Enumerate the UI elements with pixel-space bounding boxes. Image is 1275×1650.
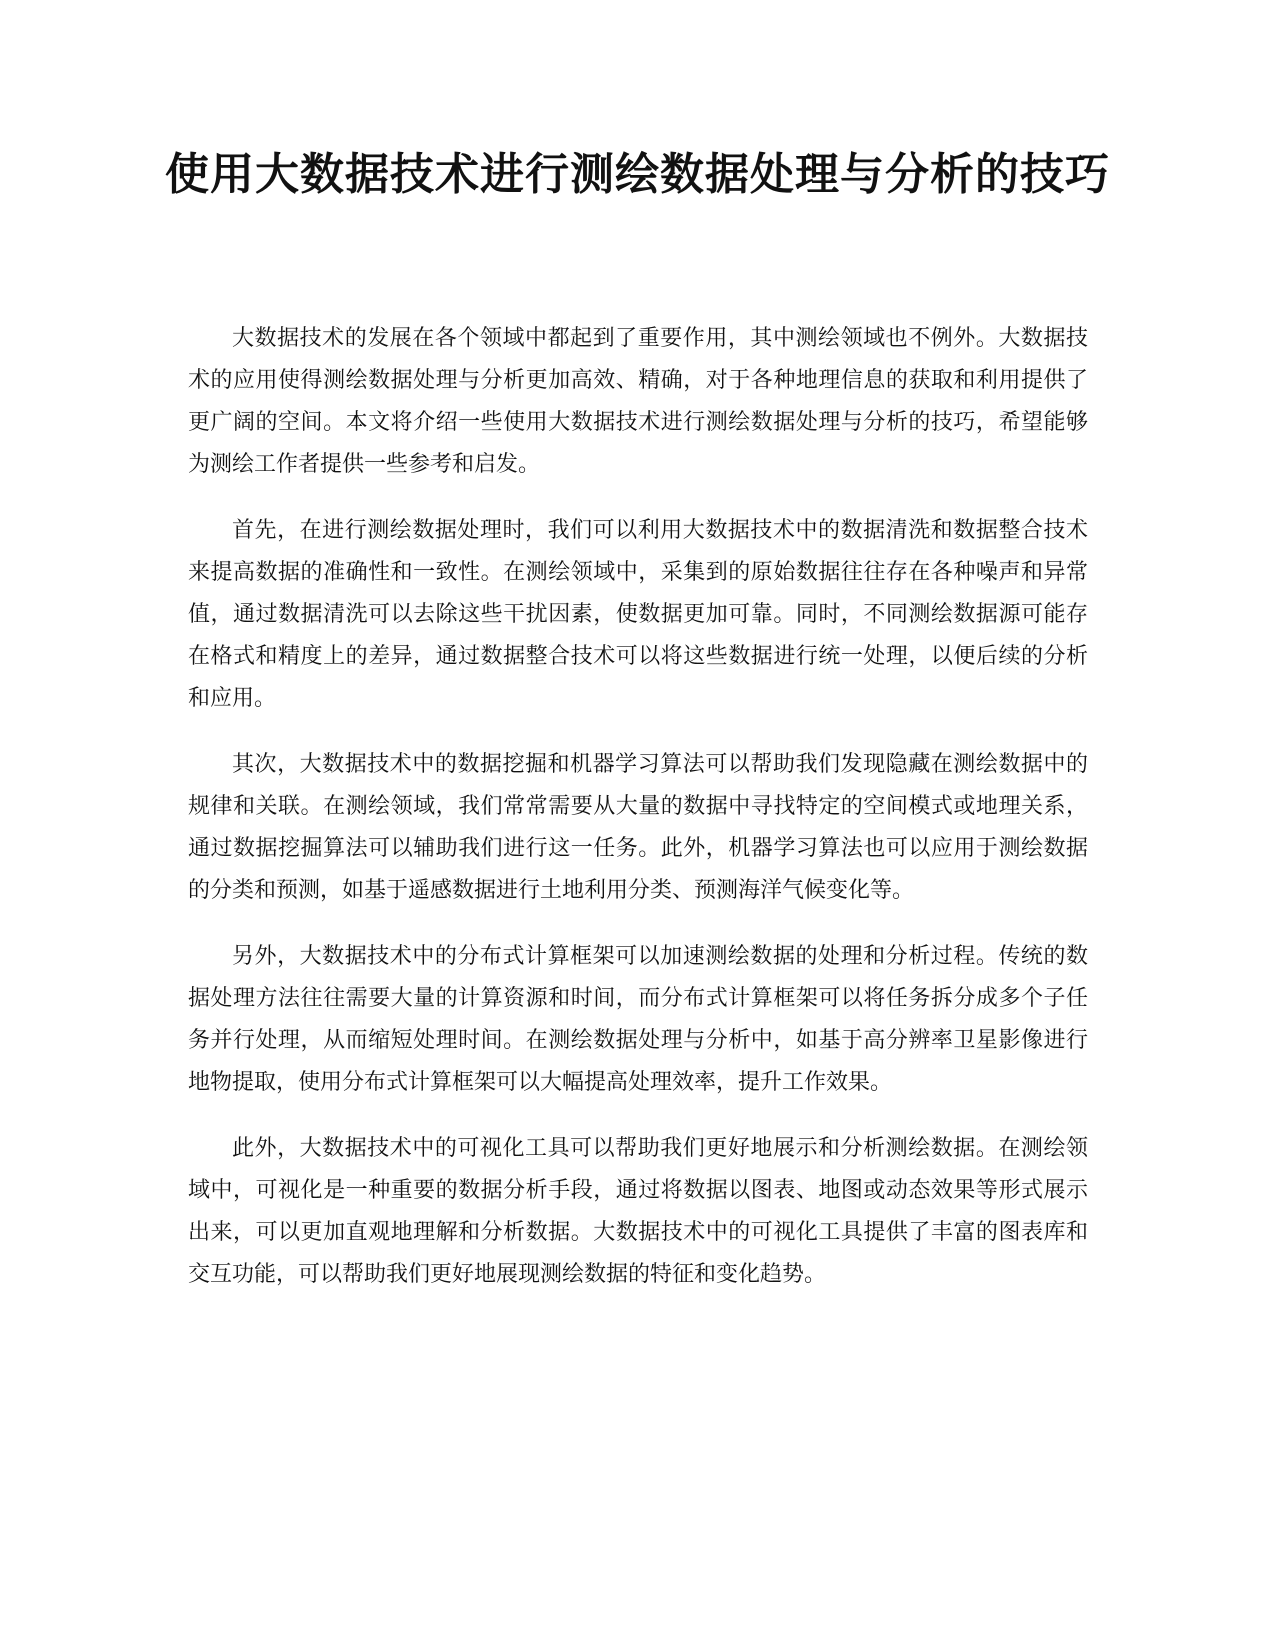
paragraph-3: 其次，大数据技术中的数据挖掘和机器学习算法可以帮助我们发现隐藏在测绘数据中的规律和关联。在测绘领域，我们常常需要从大量的数据中寻找特定的空间模式或地理关系，通过数据挖掘算法可以辅助我们进行这一任务。此外，机器学习算法也可以应用于测绘数据的分类和预测，如基于遥感数据进行土地利用分类、预测海洋气候变化等。: [188, 752, 1088, 903]
paragraph-2: 首先，在进行测绘数据处理时，我们可以利用大数据技术中的数据清洗和数据整合技术来提高数据的准确性和一致性。在测绘领域中，采集到的原始数据往往存在各种噪声和异常值，通过数据清洗可以去除这些干扰因素，使数据更加可靠。同时，不同测绘数据源可能存在格式和精度上的差异，通过数据整合技术可以将这些数据进行统一处理，以便后续的分析和应用。: [188, 518, 1088, 711]
document-body: [188, 318, 1088, 1320]
document-title: 使用大数据技术进行测绘数据处理与分析的技巧: [165, 149, 1110, 200]
paragraph-1: 大数据技术的发展在各个领域中都起到了重要作用，其中测绘领域也不例外。大数据技术的应用使得测绘数据处理与分析更加高效、精确，对于各种地理信息的获取和利用提供了更广阔的空间。本文将介绍一些使用大数据技术进行测绘数据处理与分析的技巧，希望能够为测绘工作者提供一些参考和启发。: [188, 326, 1088, 477]
paragraph-4: 另外，大数据技术中的分布式计算框架可以加速测绘数据的处理和分析过程。传统的数据处理方法往往需要大量的计算资源和时间，而分布式计算框架可以将任务拆分成多个子任务并行处理，从而缩短处理时间。在测绘数据处理与分析中，如基于高分辨率卫星影像进行地物提取，使用分布式计算框架可以大幅提高处理效率，提升工作效果。: [188, 944, 1088, 1095]
paragraph-5: 此外，大数据技术中的可视化工具可以帮助我们更好地展示和分析测绘数据。在测绘领域中，可视化是一种重要的数据分析手段，通过将数据以图表、地图或动态效果等形式展示出来，可以更加直观地理解和分析数据。大数据技术中的可视化工具提供了丰富的图表库和交互功能，可以帮助我们更好地展现测绘数据的特征和变化趋势。: [188, 1136, 1088, 1287]
